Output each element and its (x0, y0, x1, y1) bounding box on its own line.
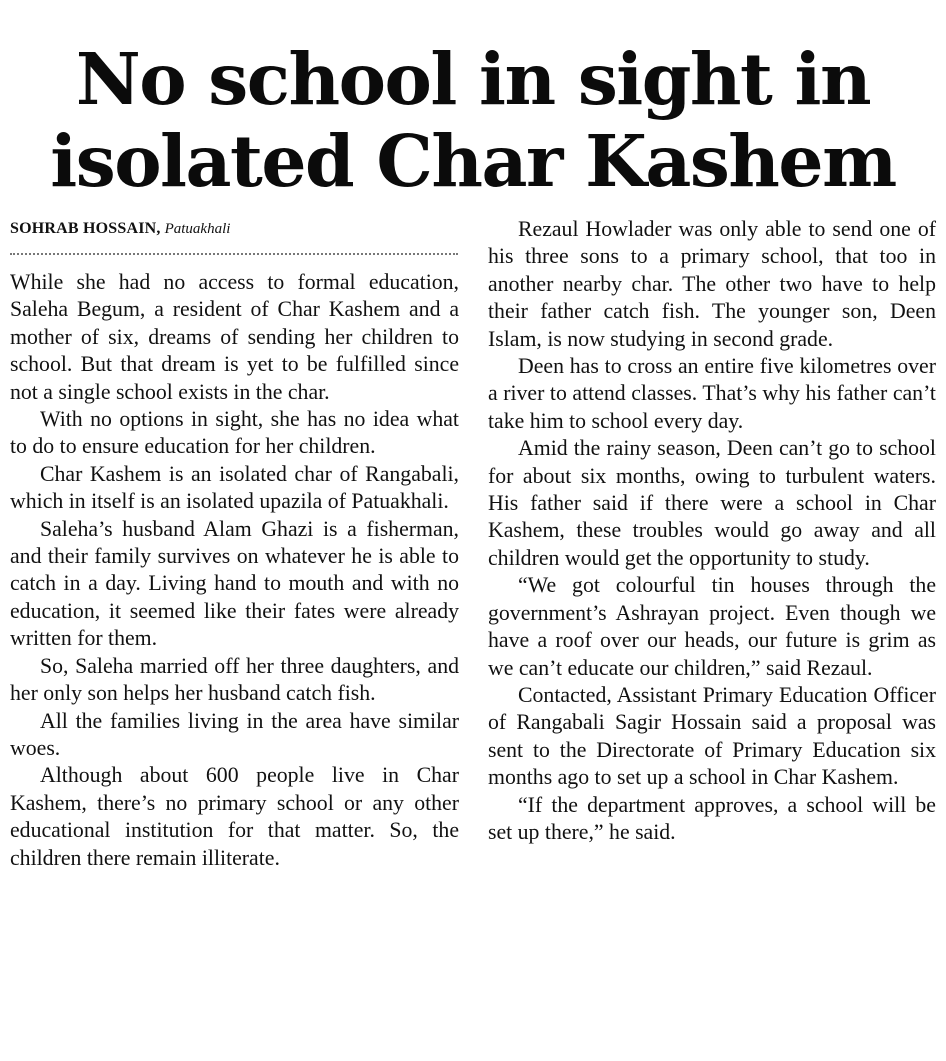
article-column-left (10, 269, 459, 872)
paragraph: All the families living in the area have similar woes. (10, 708, 459, 760)
paragraph: Deen has to cross an entire five kilometres over a river to attend classes. That’s why his father can’t take him to school every day. (488, 354, 936, 433)
paragraph: Saleha’s husband Alam Ghazi is a fisherman, and their family survives on whatever he is able to catch in a day. Living hand to mouth and with no education, it seemed like their fates were already written for them. (10, 516, 459, 651)
paragraph: “If the department approves, a school will be set up there,” he said. (488, 792, 936, 844)
paragraph: Although about 600 people live in Char Kashem, there’s no primary school or any other educational institution for that matter. So, the children there remain illiterate. (10, 763, 459, 870)
dotted-divider (10, 253, 458, 255)
paragraph: So, Saleha married off her three daughters, and her only son helps her husband catch fish. (10, 653, 459, 706)
byline (10, 218, 458, 240)
headline: No school in sight in isolated Char Kashem (50, 37, 896, 203)
article-column-right (488, 216, 936, 846)
paragraph: Rezaul Howlader was only able to send one of his three sons to a primary school, that too in another nearby char. The other two have to help their father catch fish. The younger son, Deen Islam, is now studying in second grade. (488, 217, 936, 351)
paragraph: Amid the rainy season, Deen can’t go to school for about six months, owing to turbulent waters. His father said if there were a school in Char Kashem, these troubles would go away and all children would get the opportunity to study. (488, 436, 936, 570)
author-name: SOHRAB HOSSAIN, (10, 220, 161, 237)
paragraph: Char Kashem is an isolated char of Rangabali, which in itself is an isolated upazila of Patuakhali. (10, 461, 459, 514)
paragraph: Contacted, Assistant Primary Education Officer of Rangabali Sagir Hossain said a proposal was sent to the Directorate of Primary Education six months ago to set up a school in Char Kashem. (488, 682, 936, 790)
paragraph: “We got colourful tin houses through the government’s Ashrayan project. Even though we have a roof over our heads, our future is grim as we can’t educate our children,” said Rezaul. (488, 573, 936, 680)
paragraph: While she had no access to formal education, Saleha Begum, a resident of Char Kashem and a mother of six, dreams of sending her children to school. But that dream is yet to be fulfilled since not a single school exists in the char. (10, 270, 459, 404)
paragraph: With no options in sight, she has no idea what to do to ensure education for her children. (10, 407, 459, 459)
dateline-location: Patuakhali (164, 221, 231, 237)
